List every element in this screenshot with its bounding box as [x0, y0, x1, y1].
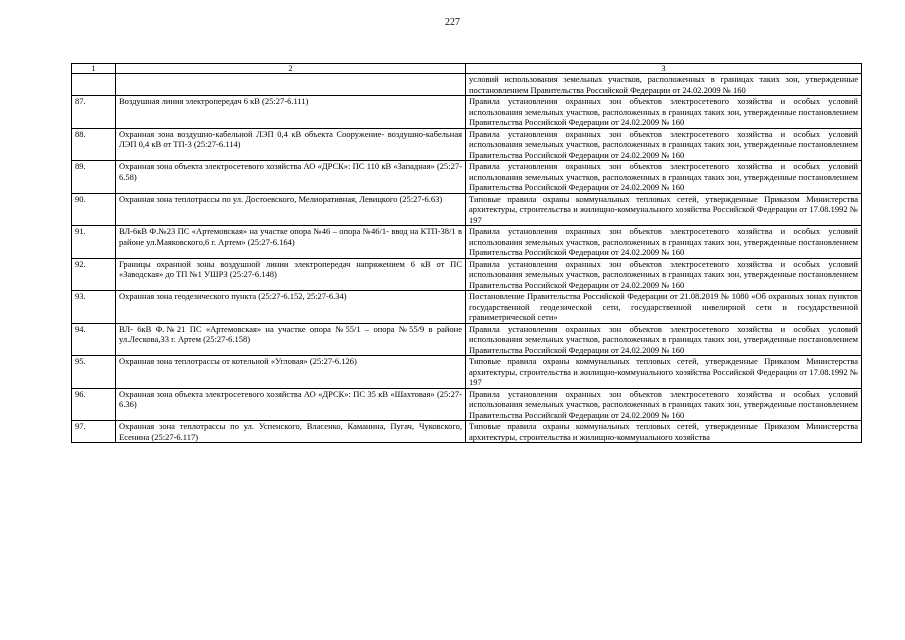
regulation-cell: Правила установления охранных зон объектов электросетевого хозяйства и особых условий использования земельных участков, расположенных в границах таких зон, утвержденные постановлением Правительства Российской Федерации от 24.02.2009 № 160 — [466, 323, 862, 356]
regulation-cell: Правила установления охранных зон объектов электросетевого хозяйства и особых условий использования земельных участков, расположенных в границах таких зон, утвержденные постановлением Правительства Российской Федерации от 24.02.2009 № 160 — [466, 388, 862, 421]
object-cell: Охранная зона объекта электросетевого хозяйства АО «ДРСК»: ПС 110 кВ «Западная» (25:27-6.58) — [116, 161, 466, 194]
row-number: 97. — [72, 421, 116, 443]
regulation-cell: Типовые правила охраны коммунальных тепловых сетей, утвержденные Приказом Министерства архитектуры, строительства и жилищно-коммунального хозяйства — [466, 421, 862, 443]
table-row — [72, 421, 862, 443]
regulation-cell: Правила установления охранных зон объектов электросетевого хозяйства и особых условий использования земельных участков, расположенных в границах таких зон, утвержденные постановлением Правительства Российской Федерации от 24.02.2009 № 160 — [466, 258, 862, 291]
table-row — [72, 226, 862, 259]
object-cell: Охранная зона теплотрассы от котельной «Угловая» (25:27-6.126) — [116, 356, 466, 389]
object-cell: ВЛ-6кВ Ф.№23 ПС «Артемовская» на участке опора №46 – опора №46/1- ввод на КТП-38/1 в районе ул.Маяковского,6 г. Артем» (25:27-6.164) — [116, 226, 466, 259]
row-number: 87. — [72, 96, 116, 129]
object-cell: Охранная зона теплотрассы по ул. Успенского, Власенко, Каманина, Пугач, Чуковского, Есенина (25:27-6.117) — [116, 421, 466, 443]
row-number — [72, 74, 116, 96]
column-header-1: 1 — [72, 64, 116, 74]
object-cell — [116, 74, 466, 96]
table-row — [72, 161, 862, 194]
continuation-row — [72, 74, 862, 96]
table-row — [72, 193, 862, 226]
table-row — [72, 128, 862, 161]
object-cell: ВЛ- 6кВ Ф.№21 ПС «Артемовская» на участке опора №55/1 – опора №55/9 в районе ул.Лескова,33 г. Артем (25:27-6.158) — [116, 323, 466, 356]
object-cell: Границы охранной зоны воздушной линии электропередач напряжением 6 кВ от ПС «Заводская» до ТП №1 УШРЗ (25:27-6.148) — [116, 258, 466, 291]
row-number: 88. — [72, 128, 116, 161]
regulation-cell: Правила установления охранных зон объектов электросетевого хозяйства и особых условий использования земельных участков, расположенных в границах таких зон, утвержденные постановлением Правительства Российской Федерации от 24.02.2009 № 160 — [466, 128, 862, 161]
regulation-cell: Типовые правила охраны коммунальных тепловых сетей, утвержденные Приказом Министерства архитектуры, строительства и жилищно-коммунального хозяйства Российской Федерации от 17.08.1992 № 197 — [466, 193, 862, 226]
table-row — [72, 291, 862, 324]
row-number: 94. — [72, 323, 116, 356]
object-cell: Охранная зона теплотрассы по ул. Достоевского, Мелиоративная, Левицкого (25:27-6.63) — [116, 193, 466, 226]
row-number: 93. — [72, 291, 116, 324]
row-number: 89. — [72, 161, 116, 194]
regulation-cell: Правила установления охранных зон объектов электросетевого хозяйства и особых условий использования земельных участков, расположенных в границах таких зон, утвержденные постановлением Правительства Российской Федерации от 24.02.2009 № 160 — [466, 161, 862, 194]
table-row — [72, 356, 862, 389]
table-header-row — [72, 64, 862, 74]
column-header-3: 3 — [466, 64, 862, 74]
regulations-table — [71, 63, 862, 443]
row-number: 96. — [72, 388, 116, 421]
table-row — [72, 258, 862, 291]
object-cell: Охранная зона воздушно-кабельной ЛЭП 0,4 кВ объекта Сооружение- воздушно-кабельная ЛЭП 0,4 кВ от ТП-3 (25:27-6.114) — [116, 128, 466, 161]
row-number: 92. — [72, 258, 116, 291]
object-cell: Охранная зона геодезического пункта (25:27-6.152, 25:27-6.34) — [116, 291, 466, 324]
regulation-cell: Постановление Правительства Российской Федерации от 21.08.2019 № 1080 «Об охранных зонах пунктов государственной геодезической сети, государственной нивелирной сети и государственной гравиметрической сети» — [466, 291, 862, 324]
column-header-2: 2 — [116, 64, 466, 74]
object-cell: Охранная зона объекта электросетевого хозяйства АО «ДРСК»: ПС 35 кВ «Шахтовая» (25:27-6.36) — [116, 388, 466, 421]
table-row — [72, 96, 862, 129]
table-row — [72, 388, 862, 421]
table-row — [72, 323, 862, 356]
object-cell: Воздушная линия электропередач 6 кВ (25:27-6.111) — [116, 96, 466, 129]
row-number: 91. — [72, 226, 116, 259]
regulation-cell: Правила установления охранных зон объектов электросетевого хозяйства и особых условий использования земельных участков, расположенных в границах таких зон, утвержденные постановлением Правительства Российской Федерации от 24.02.2009 № 160 — [466, 226, 862, 259]
regulation-cell: условий использования земельных участков, расположенных в границах таких зон, утвержденные постановлением Правительства Российской Федерации от 24.02.2009 № 160 — [466, 74, 862, 96]
regulation-cell: Правила установления охранных зон объектов электросетевого хозяйства и особых условий использования земельных участков, расположенных в границах таких зон, утвержденные постановлением Правительства Российской Федерации от 24.02.2009 № 160 — [466, 96, 862, 129]
regulation-cell: Типовые правила охраны коммунальных тепловых сетей, утвержденные Приказом Министерства архитектуры, строительства и жилищно-коммунального хозяйства Российской Федерации от 17.08.1992 № 197 — [466, 356, 862, 389]
row-number: 95. — [72, 356, 116, 389]
page-number: 227 — [445, 17, 460, 28]
row-number: 90. — [72, 193, 116, 226]
